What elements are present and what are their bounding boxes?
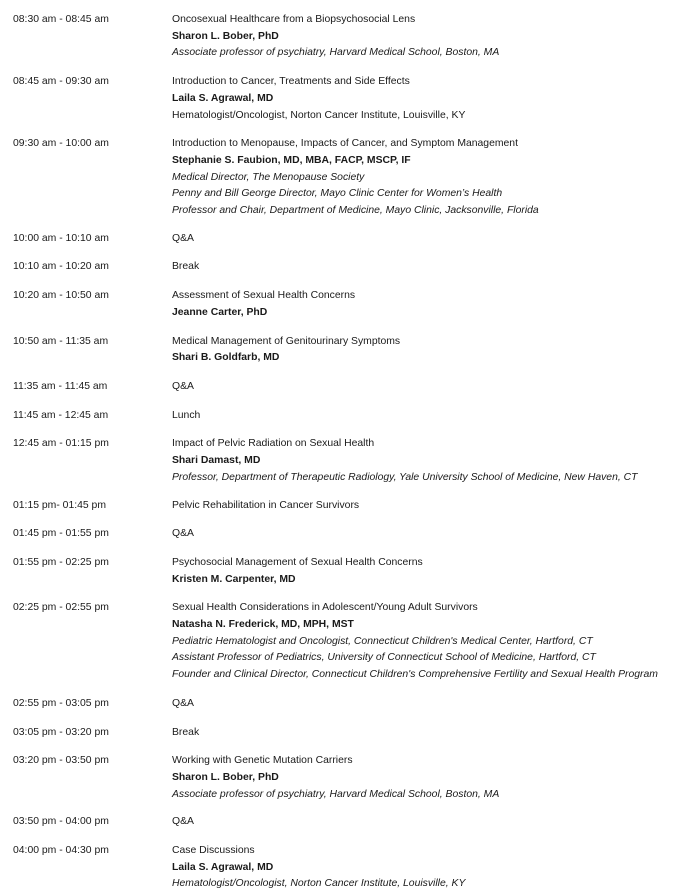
- session-title: Impact of Pelvic Radiation on Sexual Health: [172, 438, 375, 450]
- agenda-row: [0, 408, 688, 425]
- agenda-row: [0, 600, 688, 684]
- session-title: Introduction to Menopause, Impacts of Cancer, and Symptom Management: [172, 138, 518, 150]
- session-time: 04:00 pm - 04:30 pm: [13, 845, 109, 857]
- session-details: [172, 12, 688, 62]
- speaker-name: Shari B. Goldfarb, MD: [172, 352, 280, 364]
- agenda-row: [0, 436, 688, 486]
- agenda-row: [0, 379, 688, 396]
- session-time: 10:20 am - 10:50 am: [13, 290, 109, 302]
- session-title: Break: [172, 726, 200, 738]
- agenda-row: [0, 74, 688, 124]
- session-time: 03:05 pm - 03:20 pm: [13, 726, 109, 738]
- agenda-row: [0, 136, 688, 220]
- session-time: 10:00 am - 10:10 am: [13, 232, 109, 244]
- session-details: [172, 555, 688, 588]
- agenda-row: [0, 498, 688, 515]
- session-title: Assessment of Sexual Health Concerns: [172, 290, 356, 302]
- session-time: 02:55 pm - 03:05 pm: [13, 697, 109, 709]
- session-title: Q&A: [172, 528, 194, 540]
- session-time: 11:35 am - 11:45 am: [13, 380, 108, 392]
- session-time: 10:10 am - 10:20 am: [13, 261, 109, 273]
- speaker-affiliation: Hematologist/Oncologist, Norton Cancer Institute, Louisville, KY: [172, 878, 466, 890]
- session-title: Q&A: [172, 816, 194, 828]
- agenda-row: [0, 753, 688, 803]
- session-time: 11:45 am - 12:45 am: [13, 409, 109, 421]
- session-details: [172, 498, 688, 515]
- agenda-row: [0, 555, 688, 588]
- session-time: 10:50 am - 11:35 am: [13, 335, 109, 347]
- session-time: 08:45 am - 09:30 am: [13, 76, 109, 88]
- session-details: [172, 600, 688, 684]
- agenda-row: [0, 231, 688, 248]
- speaker-name: Natasha N. Frederick, MD, MPH, MST: [172, 618, 354, 630]
- agenda-row: [0, 288, 688, 321]
- agenda-row: [0, 259, 688, 276]
- session-time: 01:45 pm - 01:55 pm: [13, 528, 109, 540]
- agenda-row: [0, 12, 688, 62]
- agenda-row: [0, 696, 688, 713]
- session-time: 08:30 am - 08:45 am: [13, 14, 109, 25]
- speaker-affiliation: Penny and Bill George Director, Mayo Clinic Center for Women’s Health: [172, 188, 503, 200]
- session-details: [172, 136, 688, 220]
- speaker-affiliation: Associate professor of psychiatry, Harvard Medical School, Boston, MA: [172, 47, 500, 59]
- session-details: [172, 408, 688, 425]
- speaker-affiliation: Hematologist/Oncologist, Norton Cancer Institute, Louisville, KY: [172, 109, 466, 121]
- session-title: Lunch: [172, 409, 201, 421]
- session-details: [172, 725, 688, 742]
- session-title: Pelvic Rehabilitation in Cancer Survivors: [172, 500, 360, 512]
- session-details: [172, 696, 688, 713]
- agenda-row: [0, 843, 688, 893]
- session-details: [172, 74, 688, 124]
- session-time: 03:50 pm - 04:00 pm: [13, 816, 109, 828]
- session-time: 09:30 am - 10:00 am: [13, 138, 109, 150]
- session-title: Introduction to Cancer, Treatments and Side Effects: [172, 76, 410, 88]
- session-title: Working with Genetic Mutation Carriers: [172, 755, 353, 767]
- speaker-affiliation: Founder and Clinical Director, Connecticut Children's Comprehensive Fertility and Sexual Health Program: [172, 669, 658, 681]
- session-details: [172, 379, 688, 396]
- speaker-name: Kristen M. Carpenter, MD: [172, 573, 296, 585]
- agenda-row: [0, 725, 688, 742]
- session-details: [172, 526, 688, 543]
- session-title: Q&A: [172, 232, 194, 244]
- speaker-affiliation: Assistant Professor of Pediatrics, University of Connecticut School of Medicine, Hartford, CT: [172, 652, 596, 664]
- agenda-row: [0, 526, 688, 543]
- speaker-affiliation: Pediatric Hematologist and Oncologist, Connecticut Children's Medical Center, Hartford, CT: [172, 635, 593, 647]
- speaker-affiliation: Professor and Chair, Department of Medicine, Mayo Clinic, Jacksonville, Florida: [172, 205, 539, 217]
- session-details: [172, 231, 688, 248]
- session-title: Oncosexual Healthcare from a Biopsychosocial Lens: [172, 14, 416, 25]
- speaker-name: Shari Damast, MD: [172, 455, 261, 467]
- speaker-name: Sharon L. Bober, PhD: [172, 771, 279, 783]
- speaker-name: Laila S. Agrawal, MD: [172, 92, 274, 104]
- session-details: [172, 288, 688, 321]
- session-title: Sexual Health Considerations in Adolescent/Young Adult Survivors: [172, 602, 478, 614]
- speaker-name: Stephanie S. Faubion, MD, MBA, FACP, MSCP, IF: [172, 154, 411, 166]
- session-title: Case Discussions: [172, 845, 255, 857]
- agenda-row: [0, 814, 688, 831]
- speaker-affiliation: Associate professor of psychiatry, Harvard Medical School, Boston, MA: [172, 788, 500, 800]
- agenda-row: [0, 334, 688, 367]
- session-title: Medical Management of Genitourinary Symptoms: [172, 335, 401, 347]
- session-time: 01:55 pm - 02:25 pm: [13, 556, 109, 568]
- speaker-name: Jeanne Carter, PhD: [172, 306, 268, 318]
- speaker-name: Sharon L. Bober, PhD: [172, 30, 279, 42]
- session-time: 02:25 pm - 02:55 pm: [13, 602, 109, 614]
- speaker-affiliation: Professor, Department of Therapeutic Radiology, Yale University School of Medicine, New Haven, CT: [172, 471, 638, 483]
- speaker-affiliation: Medical Director, The Menopause Society: [172, 171, 365, 183]
- session-details: [172, 753, 688, 803]
- session-title: Break: [172, 261, 200, 273]
- session-time: 12:45 am - 01:15 pm: [13, 438, 109, 450]
- session-details: [172, 436, 688, 486]
- speaker-name: Laila S. Agrawal, MD: [172, 861, 274, 873]
- session-details: [172, 334, 688, 367]
- session-details: [172, 259, 688, 276]
- session-title: Psychosocial Management of Sexual Health Concerns: [172, 556, 423, 568]
- session-details: [172, 843, 688, 893]
- session-details: [172, 814, 688, 831]
- session-time: 01:15 pm- 01:45 pm: [13, 500, 106, 512]
- session-title: Q&A: [172, 697, 194, 709]
- session-time: 03:20 pm - 03:50 pm: [13, 755, 109, 767]
- session-title: Q&A: [172, 380, 194, 392]
